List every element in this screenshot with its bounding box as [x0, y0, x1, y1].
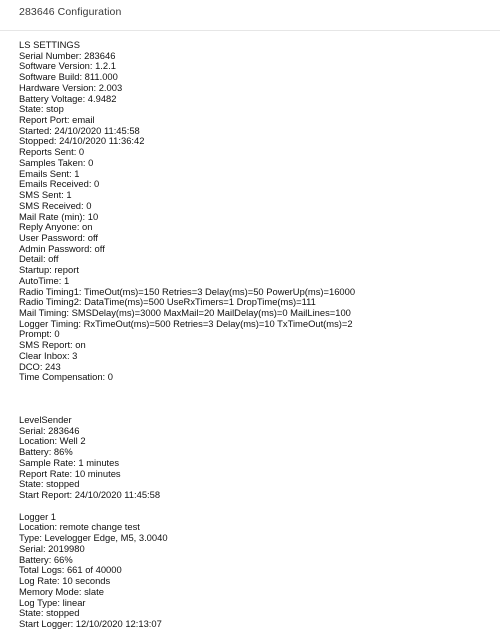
logger-field-line: State: stopped	[19, 607, 80, 619]
ls-setting-line: AutoTime: 1	[19, 274, 70, 286]
ls-setting-line: SMS Sent: 1	[19, 189, 72, 201]
page-title: 283646 Configuration	[19, 6, 122, 18]
ls-setting-line: DCO: 243	[19, 360, 61, 372]
section-spacer	[19, 383, 489, 415]
logger-field-line: Start Logger: 12/10/2020 12:13:07	[19, 617, 162, 629]
logger-field-line: Log Rate: 10 seconds	[19, 575, 111, 587]
logger-field-line: Log Type: linear	[19, 596, 86, 608]
levelsender-field-line: Battery: 86%	[19, 446, 73, 458]
logger1-section	[19, 512, 489, 630]
levelsender-field-line: Location: Well 2	[19, 435, 86, 447]
section-heading-logger1: Logger 1	[19, 510, 57, 522]
ls-setting-line: Software Build: 811.000	[19, 71, 118, 83]
ls-setting-line: Serial Number: 283646	[19, 49, 116, 61]
logger-field-line: Total Logs: 661 of 40000	[19, 564, 122, 576]
logger-field-line: Battery: 66%	[19, 553, 73, 565]
logger-field-line: Memory Mode: slate	[19, 585, 104, 597]
page-header	[0, 0, 500, 31]
ls-setting-line: Mail Timing: SMSDelay(ms)=3000 MaxMail=20 MailDelay(ms)=0 MailLines=100	[19, 306, 351, 318]
ls-setting-line: Detail: off	[19, 253, 59, 265]
ls-setting-line: Startup: report	[19, 264, 79, 276]
ls-setting-line: Reply Anyone: on	[19, 221, 93, 233]
ls-setting-line: Admin Password: off	[19, 242, 105, 254]
logger-field-line: Serial: 2019980	[19, 542, 85, 554]
ls-setting-line: Stopped: 24/10/2020 11:36:42	[19, 135, 145, 147]
ls-setting-line: Radio Timing2: DataTime(ms)=500 UseRxTimers=1 DropTime(ms)=111	[19, 296, 316, 308]
ls-setting-line: Reports Sent: 0	[19, 146, 85, 158]
ls-settings-section	[19, 40, 489, 383]
ls-setting-line: Started: 24/10/2020 11:45:58	[19, 124, 140, 136]
ls-setting-line: Prompt: 0	[19, 328, 60, 340]
section-spacer	[19, 501, 489, 512]
ls-setting-line: Time Compensation: 0	[19, 371, 113, 383]
logger-field-line: Location: remote change test	[19, 521, 140, 533]
section-heading-ls-settings: LS SETTINGS	[19, 39, 80, 50]
ls-setting-line: Battery Voltage: 4.9482	[19, 92, 117, 104]
levelsender-field-line: Sample Rate: 1 minutes	[19, 456, 120, 468]
ls-settings-lines	[19, 51, 489, 383]
ls-setting-line: Emails Received: 0	[19, 178, 100, 190]
levelsender-field-line: Start Report: 24/10/2020 11:45:58	[19, 489, 161, 501]
ls-setting-line: Logger Timing: RxTimeOut(ms)=500 Retries=3 Delay(ms)=10 TxTimeOut(ms)=2	[19, 317, 353, 329]
ls-setting-line: User Password: off	[19, 231, 99, 243]
ls-setting-line: Software Version: 1.2.1	[19, 60, 116, 72]
ls-setting-line: Report Port: email	[19, 114, 95, 126]
levelsender-field-line: Report Rate: 10 minutes	[19, 467, 121, 479]
ls-setting-line: SMS Received: 0	[19, 199, 92, 211]
ls-setting-line: SMS Report: on	[19, 339, 86, 351]
ls-setting-line: State: stop	[19, 103, 64, 115]
levelsender-field-line: Serial: 283646	[19, 424, 80, 436]
logger1-lines	[19, 522, 489, 629]
logger-field-line: Type: Levelogger Edge, M5, 3.0040	[19, 532, 168, 544]
ls-setting-line: Clear Inbox: 3	[19, 349, 78, 361]
ls-setting-line: Mail Rate (min): 10	[19, 210, 99, 222]
section-heading-levelsender: LevelSender	[19, 414, 72, 425]
ls-setting-line: Samples Taken: 0	[19, 156, 94, 168]
levelsender-section	[19, 415, 489, 501]
ls-setting-line: Radio Timing1: TimeOut(ms)=150 Retries=3 Delay(ms)=50 PowerUp(ms)=16000	[19, 285, 356, 297]
levelsender-lines	[19, 426, 489, 501]
levelsender-field-line: State: stopped	[19, 478, 80, 490]
ls-setting-line: Hardware Version: 2.003	[19, 81, 123, 93]
configuration-report	[19, 40, 489, 630]
ls-setting-line: Emails Sent: 1	[19, 167, 80, 179]
